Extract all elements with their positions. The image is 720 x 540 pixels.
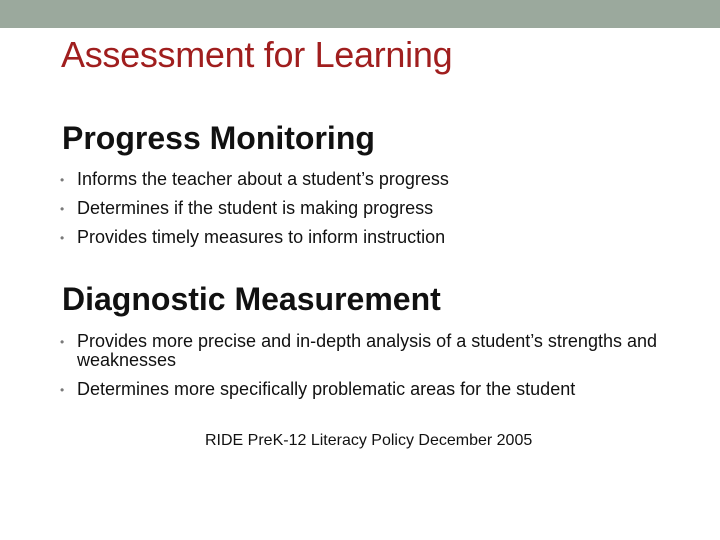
list-item (60, 332, 660, 370)
bullet-icon: • (60, 231, 65, 245)
list-item (60, 199, 660, 218)
bullet-text: Determines more specifically problematic areas for the student (77, 379, 576, 399)
slide-title: Assessment for Learning (61, 34, 453, 75)
section-heading-progress-monitoring: Progress Monitoring (62, 120, 375, 156)
bullet-icon: • (60, 383, 65, 397)
bullet-icon: • (60, 335, 65, 349)
section-heading-diagnostic-measurement: Diagnostic Measurement (62, 281, 441, 317)
list-item (60, 228, 660, 247)
bullet-text: Determines if the student is making progress (77, 198, 434, 218)
bullet-icon: • (60, 202, 65, 216)
bullet-icon: • (60, 173, 65, 187)
citation: RIDE PreK-12 Literacy Policy December 2005 (205, 432, 533, 449)
bullet-text: Provides more precise and in-depth analysis of a student’s strengths and weaknesses (77, 331, 657, 370)
diagnostic-measurement-bullet-list (60, 332, 660, 409)
list-item (60, 380, 660, 399)
list-item (60, 170, 660, 189)
top-accent-band (0, 0, 720, 28)
progress-monitoring-bullet-list (60, 170, 660, 257)
bullet-text: Informs the teacher about a student’s progress (77, 169, 449, 189)
bullet-text: Provides timely measures to inform instruction (77, 227, 446, 247)
